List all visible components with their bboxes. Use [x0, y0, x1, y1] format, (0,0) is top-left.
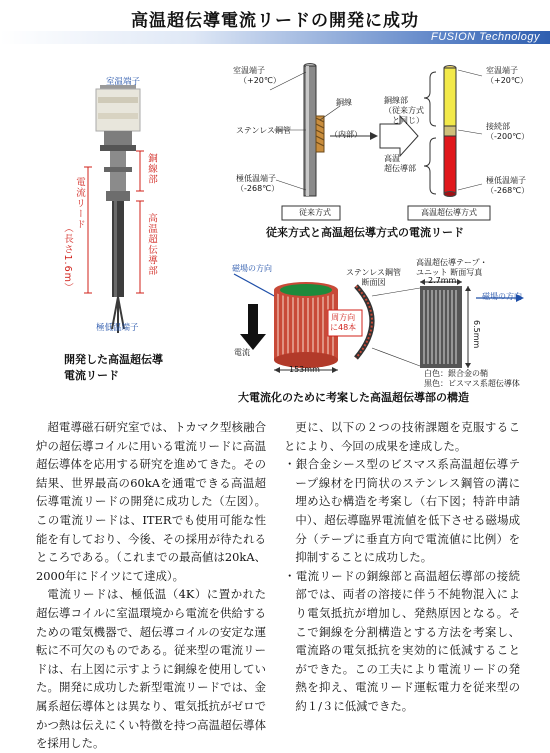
- conventional-method-label: 従来方式: [299, 208, 331, 217]
- structure-caption: 大電流化のために考案した高温超伝導部の構造: [238, 391, 469, 404]
- current-lead-photo: [60, 67, 185, 337]
- left-cryo-label: 極低温端子: [236, 174, 276, 183]
- body-left-column: [36, 418, 266, 753]
- legend-black: 黒色：ビスマス系超伝導体: [424, 379, 520, 388]
- circumference-line-2: に48本: [330, 323, 357, 332]
- left-room-temp-label: 室温端子: [233, 66, 265, 75]
- photo-caption-line-2: 電流リード: [64, 369, 119, 382]
- right-cryo-label: 極低温端子: [486, 176, 526, 185]
- page-title: 高温超伝導電流リードの開発に成功: [131, 11, 419, 31]
- left-room-temp-terminal: [233, 66, 281, 86]
- right-room-temp-terminal: [486, 66, 528, 86]
- banner-label: FUSION Technology: [431, 31, 540, 43]
- stainless-tube-label: ステンレス鋼管: [236, 126, 291, 135]
- current-label: 電流: [234, 348, 250, 357]
- hts-part-label: 高温超伝導部: [146, 213, 157, 276]
- right-cryo-value: （-268℃）: [486, 186, 530, 195]
- right-cryo-terminal: [486, 176, 529, 196]
- tape-photo-label: [416, 258, 488, 278]
- right-hts-label-1: 高温: [384, 154, 400, 163]
- structure-legend: [424, 369, 520, 389]
- list-item: ・ 銀合金シース型のビスマス系高温超伝導テープ線材を円筒状のステンレス鋼管の溝に埋め込む構造を考案し（右下図；特許申請中）、超伝導臨界電流値を低下させる磁場成分（テープに垂直方向で電流値に比例）を抑制することに成功した。: [284, 455, 520, 567]
- width-dimension: 2.7mm: [428, 276, 457, 285]
- left-room-temp-value: （+20℃）: [239, 76, 281, 85]
- right-room-temp-label: 室温端子: [486, 66, 518, 75]
- legend-white: 白色：銀合金の鞘: [424, 369, 488, 378]
- right-copper-note-2: と同じ）: [392, 116, 424, 125]
- stainless-section-line-2: 断面図: [361, 278, 386, 287]
- joint-part: [486, 122, 529, 142]
- photo-caption: [64, 352, 163, 384]
- right-hts-label-2: 超伝導部: [384, 164, 416, 173]
- copper-wire-part-label: 銅線部: [146, 153, 157, 185]
- left-cryo-terminal: [236, 174, 279, 194]
- joint-value: （-200℃）: [486, 132, 530, 141]
- technical-issues-list: [284, 455, 520, 715]
- left-cryo-value: （-268℃）: [236, 184, 280, 193]
- tape-photo-line-1: 高温超伝導テープ・: [416, 258, 488, 267]
- field-direction-right-label: 磁場の方向: [482, 292, 522, 301]
- field-direction-left-label: 磁場の方向: [232, 264, 272, 273]
- section-banner: [0, 31, 550, 44]
- diameter-dimension: 153mm: [289, 365, 320, 374]
- right-copper-note-1: （従来方式: [384, 106, 424, 115]
- right-copper-label: 銅線部: [384, 96, 408, 105]
- right-hts-part: [384, 154, 416, 174]
- inner-label: （内部）: [330, 130, 362, 139]
- comparison-caption: 従来方式と高温超伝導方式の電流リード: [266, 226, 464, 239]
- current-lead-label: 電流リード: [74, 177, 85, 230]
- body-paragraph-1: 超電導磁石研究室では、トカマク型核融合炉の超伝導コイルに用いる電流リードに高温超伝導体を応用する研究を進めてきた。その結果、世界最高の60kAを通電できる高温超伝導電流リードの開発に成功した（左図）。この電流リードは、ITERでも使用可能な性能を有しており、今後、その採用が待たれるところである。（これまでの最高値は20kA、2000年にドイツにて達成）。: [36, 420, 266, 583]
- list-item: ・ 電流リードの銅線部と高温超伝導部の接続部では、両者の溶接に伴う不純物混入により電気抵抗が増加し、発熱原因となる。そこで銅線を分割構造とする方法を考案し、電流路の電気抵抗を実効的に低減することができた。この工夫により電流リードの発熱を抑え、電流リード運転電力を従来型の約１/３に低減できた。: [284, 567, 520, 716]
- circumference-label: [330, 313, 356, 333]
- tape-photo-line-2: ユニット 断面写真: [416, 268, 483, 277]
- photo-caption-line-1: 開発した高温超伝導: [64, 353, 163, 366]
- cryo-terminal-label: 極低温端子: [96, 323, 139, 333]
- body-right-column: [284, 418, 520, 716]
- copper-wire-label: 銅線: [336, 98, 352, 107]
- body-right-intro: 更に、以下の２つの技術課題を克服することにより、今回の成果を達成した。: [284, 420, 520, 453]
- stainless-section-label: [346, 268, 401, 288]
- stainless-section-line-1: ステンレス鋼管: [346, 268, 401, 277]
- height-dimension: 6.5mm: [472, 320, 481, 349]
- room-temp-terminal-label: 室温端子: [106, 77, 141, 87]
- circumference-line-1: 周方向: [331, 313, 356, 322]
- right-copper-part: [384, 96, 424, 126]
- body-paragraph-2: 電流リードは、極低温（4K）に置かれた超伝導コイルに室温環境から電流を供給するための電気機器で、超伝導コイルの安定な運転に不可欠のものである。従来型の電流リードは、右上図に示すように銅線を使用していた。開発に成功した新型電流リードでは、金属系超伝導体とは異なり、電気抵抗がゼロでかつ熱は伝えにくい特徴を持つ高温超伝導体を採用した。: [36, 587, 266, 751]
- hts-method-label: 高温超伝導方式: [421, 208, 477, 217]
- right-room-temp-value: （+20℃）: [486, 76, 528, 85]
- joint-label: 接続部: [486, 122, 510, 131]
- length-label: （長さ1.6m）: [62, 223, 73, 294]
